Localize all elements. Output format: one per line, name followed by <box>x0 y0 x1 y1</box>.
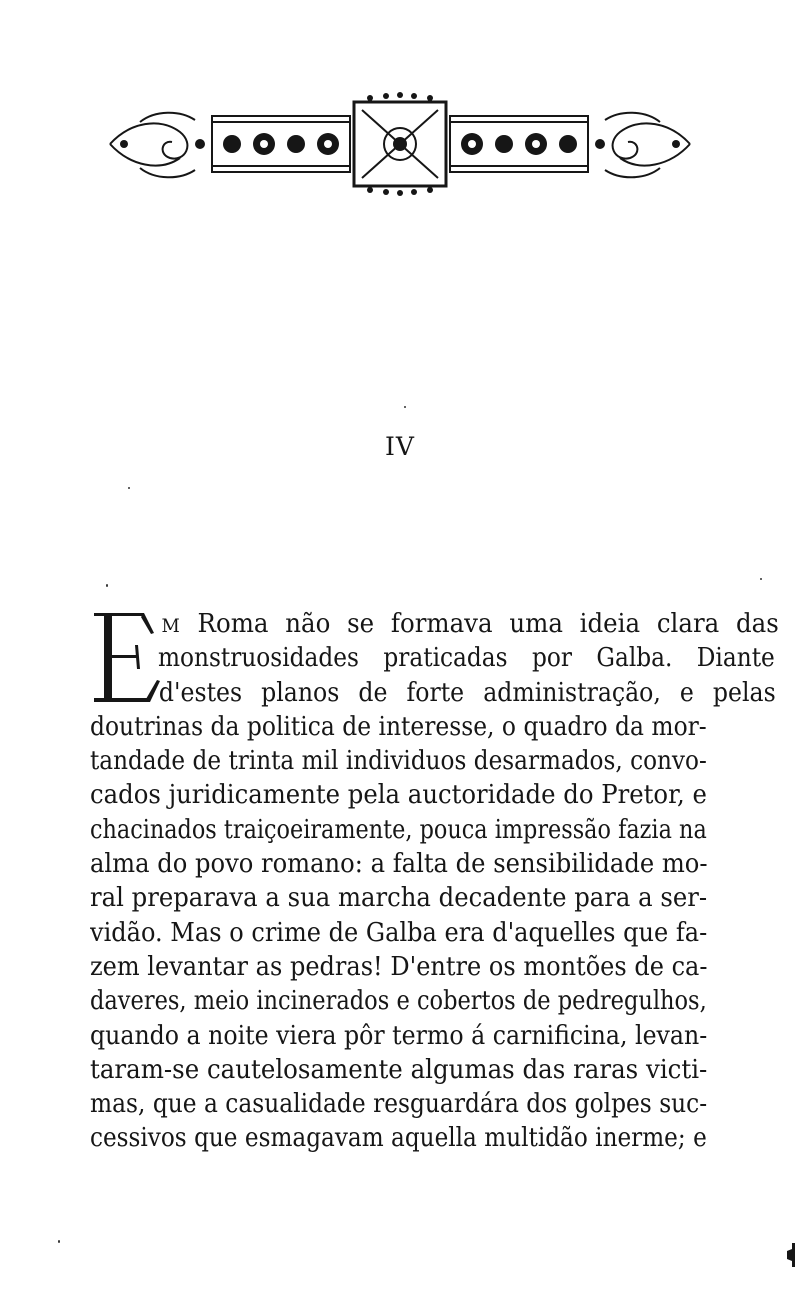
first-word-rest: M <box>161 615 181 637</box>
text-line: monstruosidades praticadas por Galba. Diante <box>157 643 775 674</box>
text-line: doutrinas da politica de interesse, o quadro da mor- <box>90 711 707 742</box>
body-text <box>90 607 779 1156</box>
text-line <box>90 607 779 641</box>
text-line: ral preparava a sua marcha decadente para a ser- <box>90 883 708 914</box>
scan-speck <box>760 578 762 580</box>
text-line: alma do povo romano: a falta de sensibilidade mo- <box>90 849 708 880</box>
page-edge-mark <box>783 1241 797 1269</box>
scan-speck <box>106 584 108 587</box>
header-ornament <box>100 92 700 196</box>
text-line: cessivos que esmagavam aquella multidão inerme; e <box>90 1123 707 1154</box>
text-line: daveres, meio incinerados e cobertos de pedregulhos, <box>90 986 707 1017</box>
text-line: vidão. Mas o crime de Galba era d'aquelles que fa- <box>90 917 708 948</box>
text-line: quando a noite viera pôr termo á carnificina, levan- <box>90 1020 708 1051</box>
text-line: tandade de trinta mil individuos desarmados, convo- <box>90 746 707 777</box>
chapter-number: IV <box>385 432 415 461</box>
text-line: mas, que a casualidade resguardára dos golpes suc- <box>90 1089 708 1120</box>
scan-speck <box>404 406 406 408</box>
line-text: Roma não se formava uma ideia clara das <box>180 609 779 639</box>
text-line: taram-se cautelosamente algumas das raras victi- <box>90 1054 708 1085</box>
text-line: cados juridicamente pela auctoridade do Pretor, e <box>90 780 707 811</box>
scan-speck <box>58 1240 60 1243</box>
text-line: chacinados traiçoeiramente, pouca impressão fazia na <box>90 814 707 845</box>
text-line: zem levantar as pedras! D'entre os montões de ca- <box>90 951 708 982</box>
scan-speck <box>128 487 130 489</box>
text-line: d'estes planos de forte administração, e pelas <box>158 677 776 708</box>
